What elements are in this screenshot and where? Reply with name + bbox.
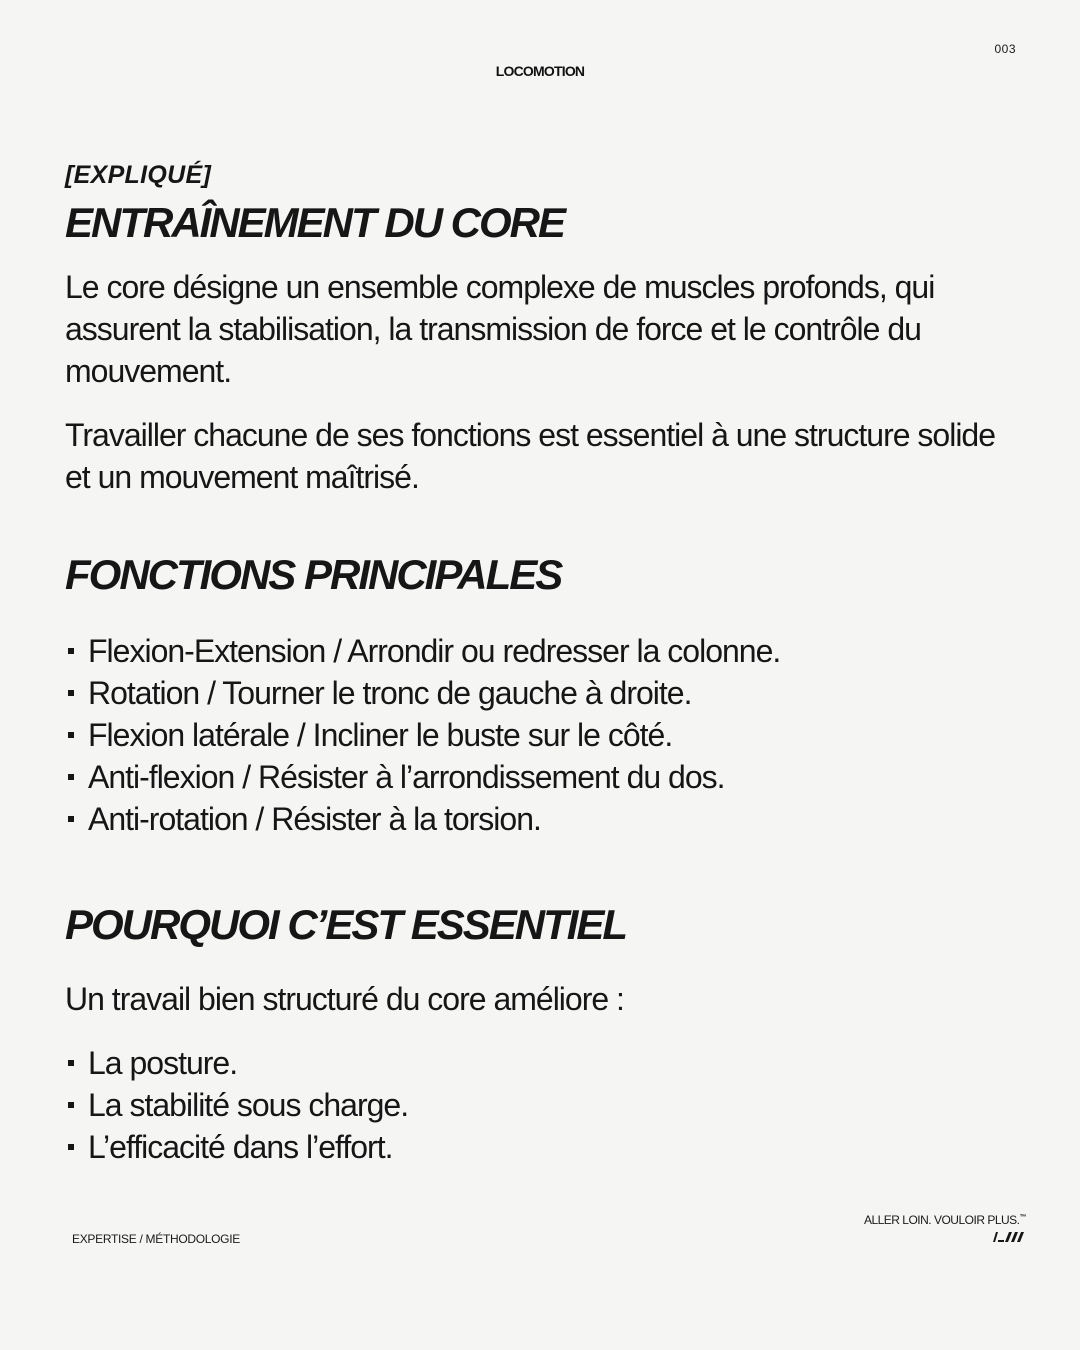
- list-item-text: La stabilité sous charge.: [88, 1087, 409, 1123]
- section-tag: [EXPLIQUÉ]: [65, 161, 212, 189]
- bullet-square-icon: [68, 732, 74, 738]
- footer-category: EXPERTISE / MÉTHODOLOGIE: [72, 1232, 240, 1246]
- brand-logo: LOCOMOTION: [495, 63, 585, 79]
- slash-stripes-logo-icon: [992, 1231, 1026, 1243]
- list-item-text: Anti-rotation / Résister à la torsion.: [88, 801, 541, 837]
- why-title: POURQUOI C’EST ESSENTIEL: [65, 901, 627, 948]
- list-item: [65, 672, 1025, 714]
- list-item-text: La posture.: [88, 1045, 238, 1081]
- bullet-square-icon: [68, 816, 74, 822]
- page-title: ENTRAÎNEMENT DU CORE: [65, 199, 565, 246]
- list-item: [65, 630, 1025, 672]
- page-number: 003: [994, 42, 1016, 56]
- list-item-text: Rotation / Tourner le tronc de gauche à droite.: [88, 675, 692, 711]
- list-item: [65, 1126, 1025, 1168]
- list-item-text: Flexion-Extension / Arrondir ou redresser la colonne.: [88, 633, 781, 669]
- intro-paragraph-2: Travailler chacune de ses fonctions est essentiel à une structure solide et un mouvement maîtrisé.: [65, 417, 996, 495]
- functions-title: FONCTIONS PRINCIPALES: [65, 551, 562, 598]
- bullet-square-icon: [68, 1102, 74, 1108]
- list-item: [65, 1042, 1025, 1084]
- bullet-square-icon: [68, 648, 74, 654]
- list-item-text: Flexion latérale / Incliner le buste sur le côté.: [88, 717, 673, 753]
- list-item: [65, 1084, 1025, 1126]
- bullet-square-icon: [68, 690, 74, 696]
- benefits-list: [65, 1042, 1025, 1168]
- footer-slogan: [864, 1213, 1026, 1227]
- why-intro: Un travail bien structuré du core améliore :: [65, 981, 624, 1017]
- list-item: [65, 756, 1025, 798]
- list-item-text: Anti-flexion / Résister à l’arrondissement du dos.: [88, 759, 725, 795]
- trademark-symbol: ™: [1019, 1214, 1026, 1221]
- bullet-square-icon: [68, 774, 74, 780]
- bullet-square-icon: [68, 1144, 74, 1150]
- list-item-text: L’efficacité dans l’effort.: [88, 1129, 393, 1165]
- list-item: [65, 714, 1025, 756]
- main-content: [65, 158, 1025, 1168]
- footer-signature: [864, 1213, 1026, 1243]
- intro-paragraph-1: Le core désigne un ensemble complexe de muscles profonds, qui assurent la stabilisation, la transmission de force et le contrôle du mouvement.: [65, 269, 935, 389]
- bullet-square-icon: [68, 1060, 74, 1066]
- list-item: [65, 798, 1025, 840]
- functions-list: [65, 630, 1025, 840]
- slogan-text: ALLER LOIN. VOULOIR PLUS.: [863, 1213, 1020, 1227]
